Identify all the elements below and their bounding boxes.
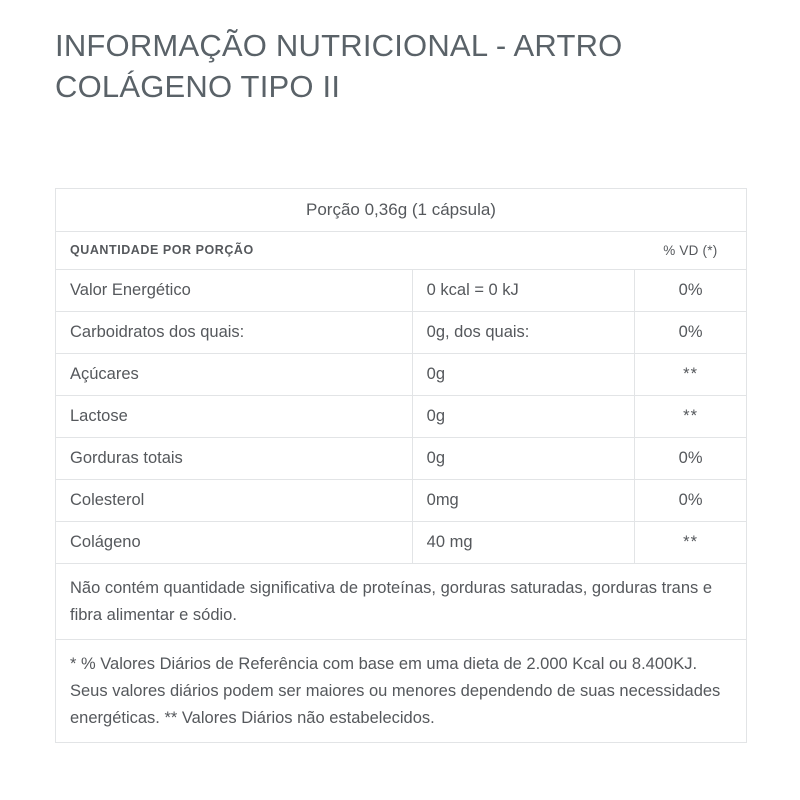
portion-label: Porção 0,36g (1 cápsula)	[56, 189, 746, 232]
table-row	[56, 521, 746, 563]
table-row	[56, 437, 746, 479]
header-amount-spacer	[412, 231, 635, 269]
row-vd: 0%	[635, 479, 746, 521]
footnote-row	[56, 640, 746, 743]
row-name: Açúcares	[56, 353, 412, 395]
table-header-row	[56, 231, 746, 269]
table-row	[56, 353, 746, 395]
table-row	[56, 395, 746, 437]
footnote-text: * % Valores Diários de Referência com base em uma dieta de 2.000 Kcal ou 8.400KJ. Seus valores diários podem ser maiores ou menores dependendo de suas necessidades energéticas. ** Valores Diários não estabelecidos.	[56, 640, 746, 743]
note-text: Não contém quantidade significativa de proteínas, gorduras saturadas, gorduras trans e fibra alimentar e sódio.	[56, 563, 746, 639]
table-row	[56, 479, 746, 521]
page-title: INFORMAÇÃO NUTRICIONAL - ARTRO COLÁGENO TIPO II	[55, 28, 623, 104]
row-name: Valor Energético	[56, 269, 412, 311]
row-amount: 0 kcal = 0 kJ	[412, 269, 635, 311]
row-name: Colágeno	[56, 521, 412, 563]
row-amount: 40 mg	[412, 521, 635, 563]
row-name: Lactose	[56, 395, 412, 437]
row-vd: **	[635, 353, 746, 395]
header-quantity-label: QUANTIDADE POR PORÇÃO	[56, 231, 412, 269]
row-amount: 0mg	[412, 479, 635, 521]
row-name: Carboidratos dos quais:	[56, 311, 412, 353]
nutrition-table-container	[55, 188, 747, 744]
row-name: Gorduras totais	[56, 437, 412, 479]
row-vd: 0%	[635, 437, 746, 479]
row-amount: 0g, dos quais:	[412, 311, 635, 353]
nutrition-table	[56, 189, 746, 744]
row-vd: **	[635, 395, 746, 437]
header-vd-label: % VD (*)	[635, 231, 746, 269]
row-vd: 0%	[635, 311, 746, 353]
row-amount: 0g	[412, 353, 635, 395]
table-row	[56, 311, 746, 353]
portion-row	[56, 189, 746, 232]
table-row	[56, 269, 746, 311]
row-vd: **	[635, 521, 746, 563]
row-amount: 0g	[412, 437, 635, 479]
note-row	[56, 563, 746, 639]
row-amount: 0g	[412, 395, 635, 437]
row-vd: 0%	[635, 269, 746, 311]
row-name: Colesterol	[56, 479, 412, 521]
nutrition-table-body	[56, 189, 746, 743]
